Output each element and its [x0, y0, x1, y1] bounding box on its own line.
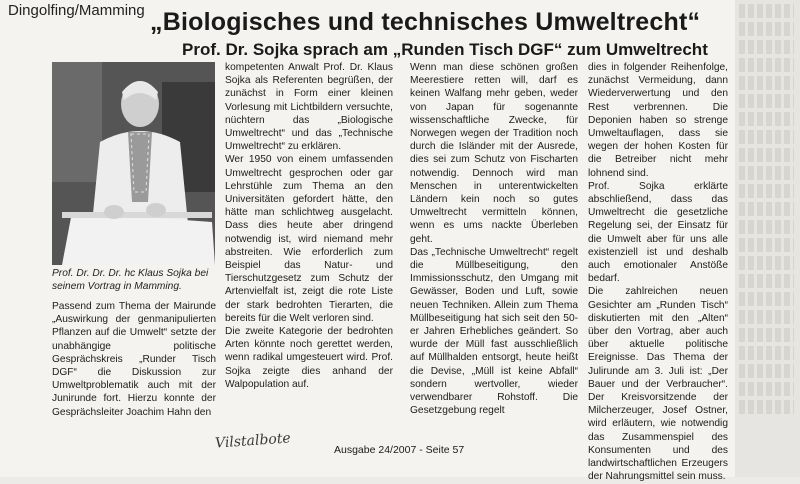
adjacent-page-bleed: [735, 0, 800, 477]
photo-caption: Prof. Dr. Dr. Dr. hc Klaus Sojka bei seinem Vortrag in Mamming.: [52, 268, 209, 292]
speaker-photo: [52, 62, 215, 265]
headline: „Biologisches und technisches Umweltrecht“: [150, 8, 701, 36]
issue-page-footer: Ausgabe 24/2007 - Seite 57: [334, 444, 465, 456]
subheadline: Prof. Dr. Sojka sprach am „Runden Tisch DGF“ zum Umweltrecht: [182, 40, 708, 59]
paragraph: Wer 1950 von einem umfassenden Umweltrecht gesprochen oder gar Lehrstühle zum Thema an den Universitäten gefordert hätte, den hätte man schlichtweg ausgelacht. Dass dies heute aber dringend notwendig ist, wird niemand mehr abstreiten. Wie erforderlich zum Beispiel das Natur- und Tierschutzgesetz zum Schutz der Artenvielfalt ist, zeigt die rote Liste der stark bedrohten Tierarten, die bereits für die Welt verloren sind.: [225, 154, 393, 324]
handwritten-source-note: Vilstalbote: [214, 430, 292, 452]
article-column-4: [588, 61, 728, 484]
paragraph: Die zahlreichen neuen Gesichter am „Runden Tisch“ diskutierten mit den „Alten“ über den Vortrag, aber auch über aktuelle politische Ereignisse. Das Thema der Julirunde am 3. Juli ist: „Der Bauer und der Verbraucher“. Der Kreisvorsitzende der Milcherzeuger, Josef Ostner, wird erläutern, wie notwendig das Zusammenspiel des Konsumenten und des landwirtschaftlichen Erzeugers der Nahrungsmittel sein muss.: [588, 286, 728, 483]
article-column-2: [225, 61, 393, 391]
paragraph: dies in folgender Reihenfolge, zunächst Vermeidung, dann Wiederverwertung und den Rest verbrennen. Die Deponien haben so strenge Umweltauflagen, dass sie wegen der hohen Kosten für die Betreiber nicht mehr lohnend sind.: [588, 62, 728, 179]
paragraph: Passend zum Thema der Mairunde „Auswirkung der genmanipulierten Pflanzen auf die Umwelt“ setzte der unabhängige politische Gesprächskreis „Runder Tisch DGF“ die Diskussion zur Umweltproblematik auch mit der Junirunde fort. Hierzu konnte der Gesprächsleiter Joachim Hahn den: [52, 301, 216, 418]
paragraph: Prof. Sojka erklärte abschließend, dass das Umweltrecht die gesetzliche Regelung sei, der Einsatz für die Umwelt aber für uns alle existenziell ist und deshalb auch emotionaler Anstöße bedarf.: [588, 180, 728, 285]
paragraph: Die zweite Kategorie der bedrohten Arten könnte noch gerettet werden, wenn radikal umgesteuert wird. Prof. Sojka zeigte dies anhand der Walpopulation auf.: [225, 326, 393, 390]
paragraph: Das „Technische Umweltrecht“ regelt die Müllbeseitigung, den Immissionsschutz, den Umgang mit Gewässer, Boden und Luft, sowie neuen Techniken. Allein zum Thema Müllbeseitigung hat sich seit den 50-er Jahren Erhebliches geändert. So wurde der Müll fast ausschließlich auf Müllhalden entsorgt, heute heißt die Devise, „Müll ist keine Abfall“ sondern wertvoller, wieder verwendbarer Rohstoff. Die Gesetzgebung regelt: [410, 246, 578, 417]
paragraph: Wenn man diese schönen großen Meerestiere retten will, darf es keinen Walfang mehr geben, weder von Japan für sogenannte wissenschaftliche Zwecke, für Norwegen wegen der Tradition noch durch die Isländer mit der Ausrede, dies sei zum Schutz von Fischarten notwendig. Dennoch wird man Menschen in unterentwickelten Ländern kein noch so gutes Umweltrecht vermitteln können, wenn es ums nackte Überleben geht.: [410, 62, 578, 245]
article-column-1: [52, 300, 216, 419]
article-column-3: [410, 61, 578, 417]
region-label: Dingolfing/Mamming: [8, 2, 145, 19]
paragraph: kompetenten Anwalt Prof. Dr. Klaus Sojka als Referenten begrüßen, der zunächst in Form einer kleinen Vorlesung mit Lichtbildern versuchte, nüchtern das „Biologische Umweltrecht“ und das „Technische Umweltrecht“ zu erklären.: [225, 62, 393, 153]
